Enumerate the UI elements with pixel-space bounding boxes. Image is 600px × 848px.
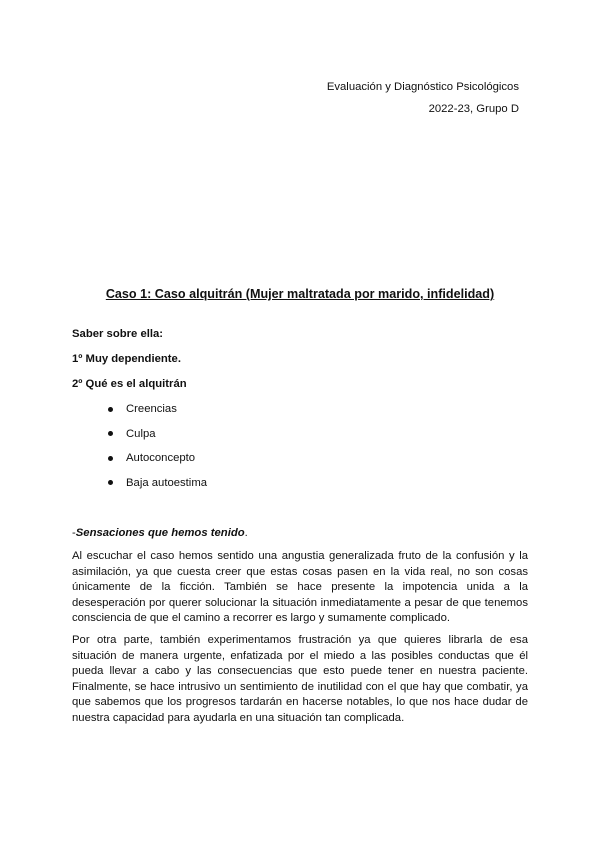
bullet-item	[108, 476, 207, 501]
bullet-dot-icon	[108, 431, 113, 436]
bullet-list	[108, 402, 207, 500]
bullet-text: Culpa	[126, 427, 156, 440]
bullet-dot-icon	[108, 480, 113, 485]
bullet-item	[108, 451, 207, 476]
bullet-item	[108, 402, 207, 427]
bullet-item	[108, 427, 207, 452]
numbered-item-1: 1º Muy dependiente.	[72, 353, 181, 365]
course-name: Evaluación y Diagnóstico Psicológicos	[326, 81, 519, 93]
term-group: 2022-23, Grupo D	[428, 103, 519, 115]
bullet-dot-icon	[108, 456, 113, 461]
bullet-dot-icon	[108, 407, 113, 412]
sensations-prefix: -	[72, 527, 76, 539]
sensations-heading-text: Sensaciones que hemos tenido	[75, 527, 245, 539]
numbered-item-2: 2º Qué es el alquitrán	[72, 378, 187, 390]
sensations-heading	[72, 526, 248, 540]
case-title: Caso 1: Caso alquitrán (Mujer maltratada por marido, infidelidad)	[105, 287, 495, 301]
bullet-text: Creencias	[126, 403, 177, 415]
sensations-suffix: .	[244, 527, 248, 539]
paragraph-2: Por otra parte, también experimentamos frustración ya que quieres librarla de esa situación de manera urgente, enfatizada por el miedo a las posibles conductas que él pueda llevar a cabo y las consecuencias que esto puede tener en nuestra paciente. Finalmente, se hace intrusivo un sentimiento de inutilidad con el que hay que combatir, ya que sabemos que los progresos tardarán en hacerse notables, lo que nos hace dudar de nuestra capacidad para ayudarla en una situación tan complicada.	[72, 634, 528, 724]
about-heading: Saber sobre ella:	[72, 328, 164, 340]
bullet-text: Baja autoestima	[126, 476, 208, 489]
paragraph-1: Al escuchar el caso hemos sentido una angustia generalizada fruto de la confusión y la asimilación, ya que cuesta creer que estas cosas pasen en la vida real, no son cosas únicamente de la ficción. También se hace presente la impotencia unida a la desesperación por querer solucionar la situación inmediatamente a pesar de que tenemos consciencia de que el camino a recorrer es largo y sumamente complicado.	[72, 550, 528, 625]
bullet-text: Autoconcepto	[126, 452, 196, 464]
